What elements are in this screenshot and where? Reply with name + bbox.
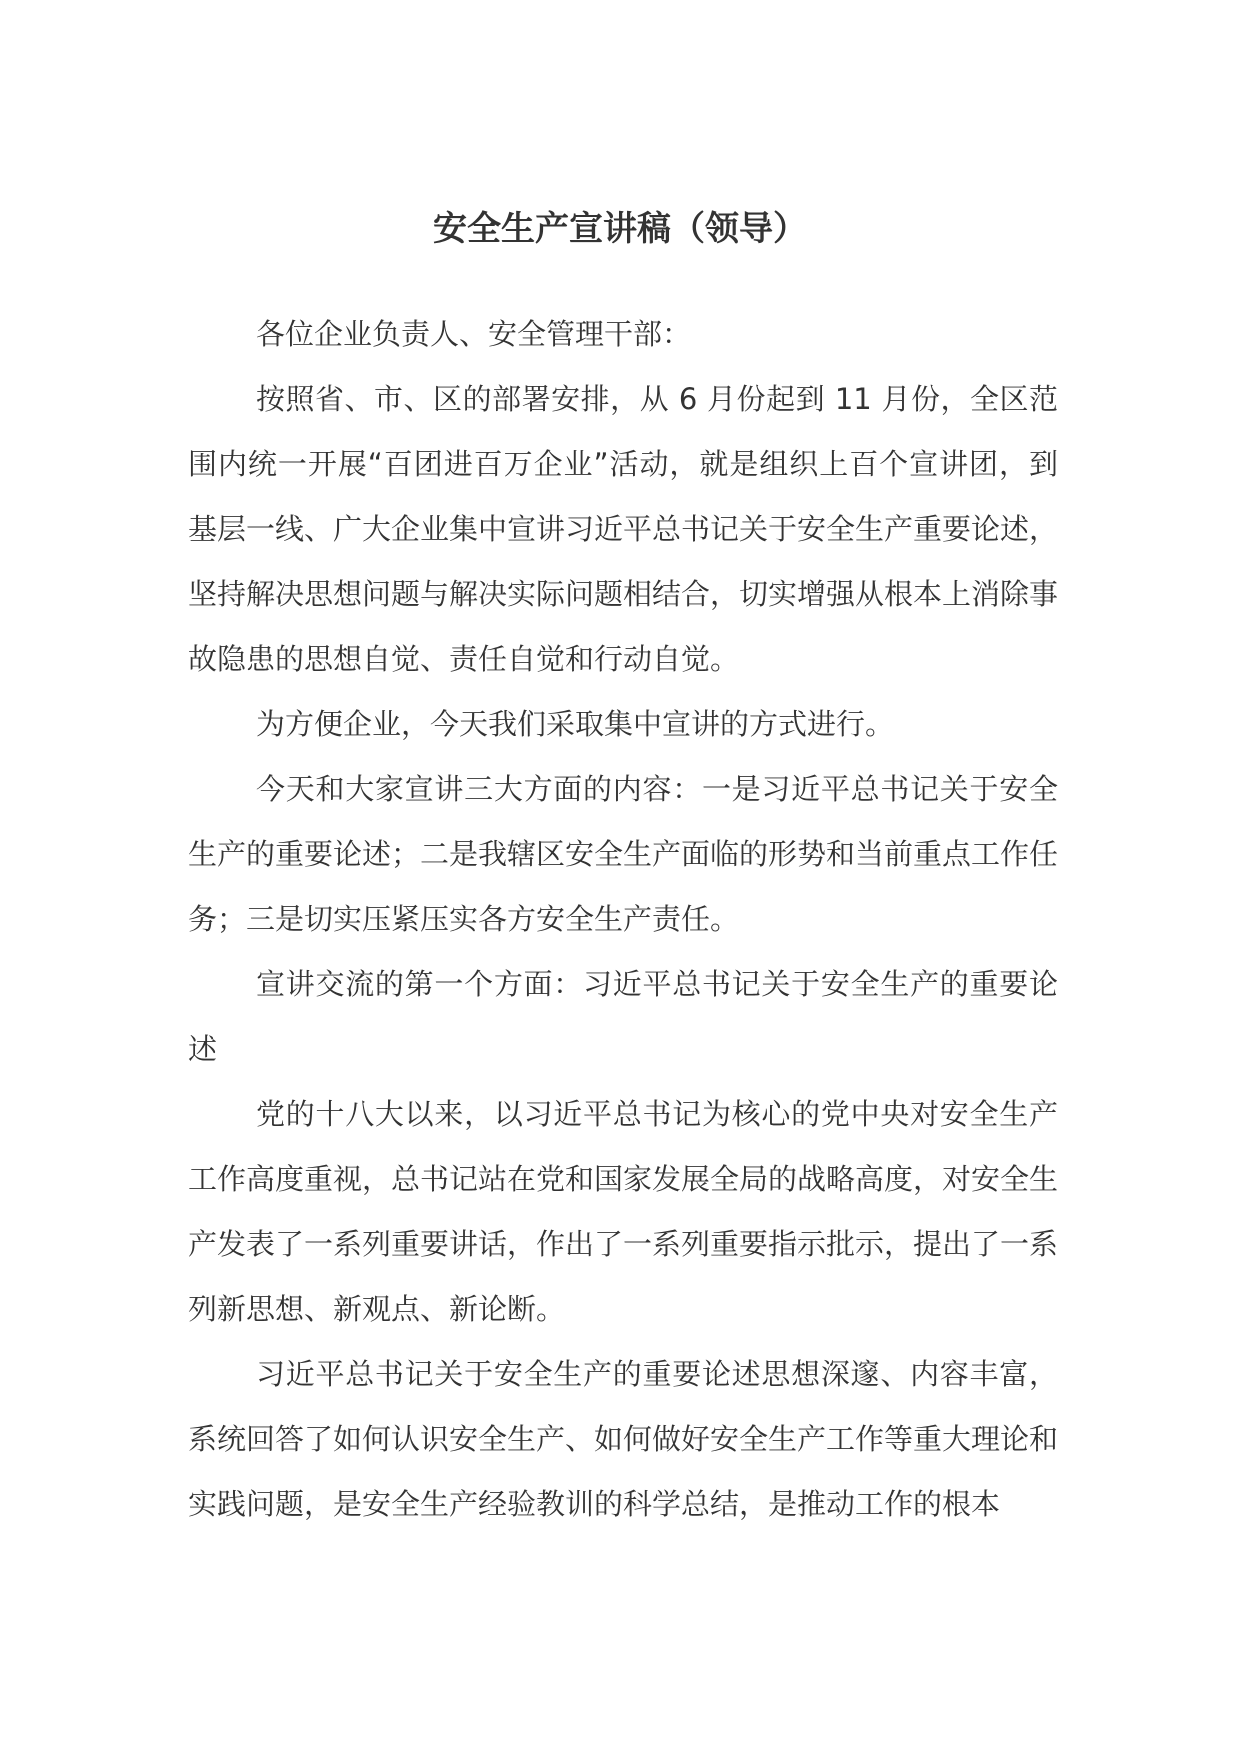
paragraph-format: 为方便企业，今天我们采取集中宣讲的方式进行。 [256, 707, 895, 741]
paragraph-background: 党的十八大以来，以习近平总书记为核心的党中央对安全生产工作高度重视，总书记站在党和国家发展全局的战略高度，对安全生产发表了一系列重要讲话，作出了一系列重要指示批示，提出了一系列新思想、新观点、新论断。 [188, 1097, 1059, 1326]
paragraph-section-heading: 宣讲交流的第一个方面：习近平总书记关于安全生产的重要论述 [188, 967, 1058, 1066]
paragraph-activity-intro: 按照省、市、区的部署安排，从 6 月份起到 11 月份，全区范围内统一开展“百团进百万企业”活动，就是组织上百个宣讲团，到基层一线、广大企业集中宣讲习近平总书记关于安全生产重要论述，坚持解决思想问题与解决实际问题相结合，切实增强从根本上消除事故隐患的思想自觉、责任自觉和行动自觉。 [188, 382, 1059, 676]
document-title: 安全生产宣讲稿（领导） [433, 209, 807, 249]
paragraph-agenda: 今天和大家宣讲三大方面的内容：一是习近平总书记关于安全生产的重要论述；二是我辖区安全生产面临的形势和当前重点工作任务；三是切实压紧压实各方安全生产责任。 [188, 772, 1059, 936]
paragraph-significance: 习近平总书记关于安全生产的重要论述思想深邃、内容丰富，系统回答了如何认识安全生产、如何做好安全生产工作等重大理论和实践问题，是安全生产经验教训的科学总结，是推动工作的根本 [188, 1357, 1059, 1521]
document-body [188, 302, 1058, 1537]
paragraph-salutation: 各位企业负责人、安全管理干部： [256, 317, 692, 351]
